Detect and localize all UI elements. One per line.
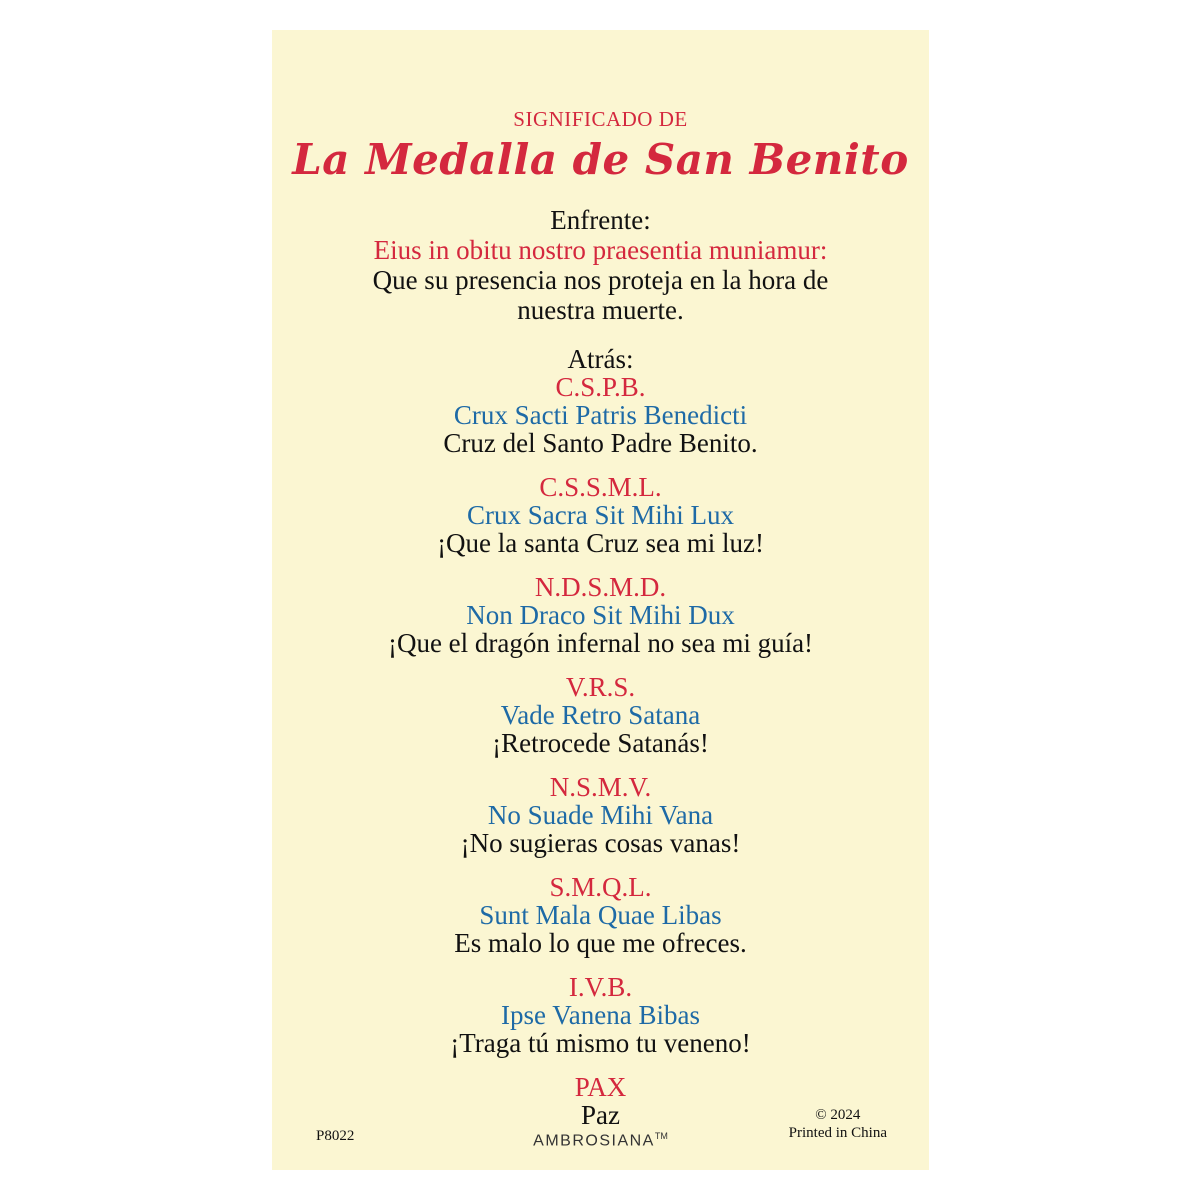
entry-vrs [272,673,929,757]
entry-ivb [272,973,929,1057]
entry-abbr: C.S.P.B. [555,372,646,402]
entry-spanish: ¡Traga tú mismo tu veneno! [450,1028,751,1058]
card-body [272,205,929,1129]
entry-latin: Ipse Vanena Bibas [501,1000,700,1030]
trademark-mark: TM [654,1131,668,1141]
entry-abbr: C.S.S.M.L. [539,472,662,502]
front-label: Enfrente: [550,205,651,235]
entry-spanish: Cruz del Santo Padre Benito. [443,428,758,458]
copyright-year: © 2024 [815,1107,861,1123]
prayer-card [272,30,929,1170]
entry-abbr: N.S.M.V. [549,772,652,802]
entry-spanish: ¡Retrocede Satanás! [492,728,709,758]
entry-spanish: ¡Que la santa Cruz sea mi luz! [437,528,764,558]
entry-abbr: S.M.Q.L. [549,872,652,902]
pax-spanish: Paz [581,1100,620,1130]
entry-latin: Non Draco Sit Mihi Dux [466,600,735,630]
entry-spanish: ¡No sugieras cosas vanas! [460,828,741,858]
entry-latin: No Suade Mihi Vana [487,800,714,830]
copyright-block [789,1106,887,1142]
entry-latin: Crux Sacti Patris Benedicti [453,400,748,430]
back-label: Atrás: [567,344,634,374]
entry-ndsmd [272,573,929,657]
product-code: P8022 [316,1128,355,1144]
card-subtitle: SIGNIFICADO DE [513,107,688,131]
entry-cssml [272,473,929,557]
entry-smql [272,873,929,957]
card-title: La Medalla de San Benito [292,135,909,184]
entry-latin: Crux Sacra Sit Mihi Lux [467,500,734,530]
entry-latin: Sunt Mala Quae Libas [479,900,722,930]
front-spanish: Que su presencia nos proteja en la hora de nuestra muerte. [372,265,829,325]
entry-abbr: I.V.B. [568,972,633,1002]
front-latin: Eius in obitu nostro praesentia muniamur: [373,235,828,265]
entry-abbr: N.D.S.M.D. [534,572,667,602]
printed-in: Printed in China [788,1125,887,1141]
entry-latin: Vade Retro Satana [500,700,701,730]
brand-name: AMBROSIANA [533,1132,655,1150]
pax-abbr: PAX [574,1072,627,1102]
entry-nsmv [272,773,929,857]
entry-cspb [272,373,929,457]
entry-abbr: V.R.S. [565,672,636,702]
entry-spanish: ¡Que el dragón infernal no sea mi guía! [387,628,814,658]
entry-spanish: Es malo lo que me ofreces. [454,928,747,958]
